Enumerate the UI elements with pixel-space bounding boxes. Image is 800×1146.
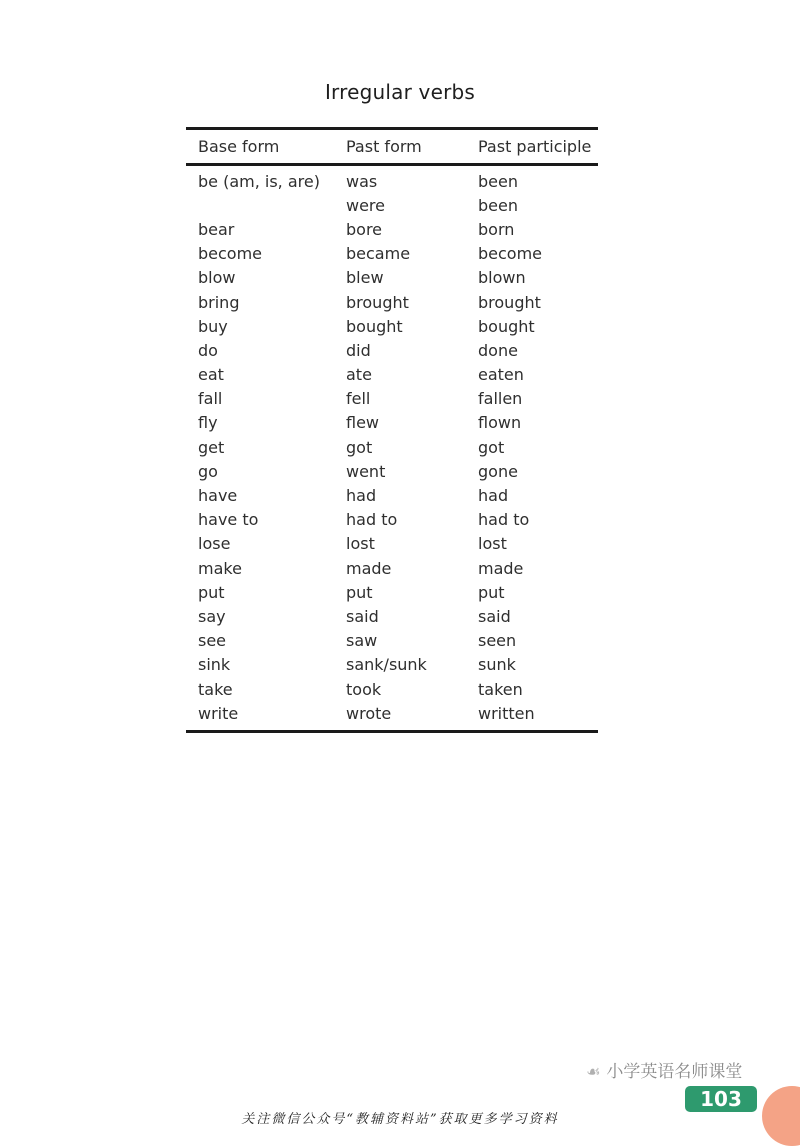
table-row bbox=[186, 556, 598, 580]
cell-past-form: got bbox=[346, 437, 373, 457]
cell-past-participle: written bbox=[478, 703, 535, 723]
cell-past-participle: blown bbox=[478, 268, 526, 288]
table-row bbox=[186, 387, 598, 411]
table-body bbox=[186, 166, 598, 725]
cell-base-form: be (am, is, are) bbox=[198, 171, 320, 191]
cell-past-participle: got bbox=[478, 437, 505, 457]
table-row bbox=[186, 411, 598, 435]
cell-base-form: go bbox=[198, 461, 218, 481]
cell-past-participle: sunk bbox=[478, 655, 516, 675]
cell-base-form: write bbox=[198, 703, 239, 723]
table-row bbox=[186, 459, 598, 483]
table-row bbox=[186, 580, 598, 604]
cell-past-form: had to bbox=[346, 510, 398, 530]
table-row bbox=[186, 604, 598, 628]
cell-past-form: sank/sunk bbox=[346, 655, 427, 675]
irregular-verbs-table bbox=[186, 127, 598, 733]
cell-base-form: see bbox=[198, 631, 227, 651]
cell-past-form: bought bbox=[346, 316, 403, 336]
cell-base-form: say bbox=[198, 606, 226, 626]
cell-past-form: were bbox=[346, 195, 385, 215]
page-number-badge: 103 bbox=[685, 1086, 757, 1112]
cell-past-participle: bought bbox=[478, 316, 535, 336]
cell-base-form: have to bbox=[198, 510, 259, 530]
cell-base-form: blow bbox=[198, 268, 236, 288]
cell-past-form: did bbox=[346, 340, 371, 360]
cell-past-participle: become bbox=[478, 244, 543, 264]
cell-past-participle: said bbox=[478, 606, 511, 626]
table-row bbox=[186, 677, 598, 701]
table-row bbox=[186, 338, 598, 362]
table-row bbox=[186, 483, 598, 507]
header-base-form: Base form bbox=[198, 137, 280, 156]
cell-past-form: bore bbox=[346, 219, 383, 239]
table-row bbox=[186, 242, 598, 266]
table-header-row bbox=[186, 130, 598, 163]
cell-base-form: fly bbox=[198, 413, 218, 433]
cell-past-participle: taken bbox=[478, 679, 523, 699]
cell-past-participle: fallen bbox=[478, 389, 523, 409]
cell-base-form: make bbox=[198, 558, 242, 578]
cell-past-participle: flown bbox=[478, 413, 522, 433]
cell-base-form: put bbox=[198, 582, 225, 602]
cell-past-form: flew bbox=[346, 413, 380, 433]
cell-past-participle: put bbox=[478, 582, 505, 602]
cell-past-form: blew bbox=[346, 268, 384, 288]
cell-past-form: saw bbox=[346, 631, 378, 651]
table-row bbox=[186, 217, 598, 241]
table-row bbox=[186, 193, 598, 217]
table-row bbox=[186, 290, 598, 314]
cell-base-form: have bbox=[198, 486, 238, 506]
cell-base-form: bring bbox=[198, 292, 240, 312]
cell-past-form: went bbox=[346, 461, 386, 481]
cell-base-form: fall bbox=[198, 389, 223, 409]
table-bottom-rule bbox=[186, 730, 598, 733]
cell-past-form: had bbox=[346, 486, 377, 506]
cell-past-participle: had bbox=[478, 486, 509, 506]
table-row bbox=[186, 653, 598, 677]
footer-note: 关注微信公众号“教辅资料站”获取更多学习资料 bbox=[241, 1112, 559, 1127]
cell-past-participle: made bbox=[478, 558, 524, 578]
cell-base-form: buy bbox=[198, 316, 228, 336]
cell-past-participle: lost bbox=[478, 534, 507, 554]
cell-past-form: took bbox=[346, 679, 382, 699]
cell-past-form: ate bbox=[346, 365, 372, 385]
cell-past-form: made bbox=[346, 558, 392, 578]
watermark bbox=[586, 1057, 742, 1082]
cell-past-form: wrote bbox=[346, 703, 392, 723]
table-row bbox=[186, 314, 598, 338]
cell-past-form: fell bbox=[346, 389, 371, 409]
cell-past-participle: gone bbox=[478, 461, 518, 481]
cell-base-form: eat bbox=[198, 365, 224, 385]
table-row bbox=[186, 266, 598, 290]
cell-past-participle: born bbox=[478, 219, 515, 239]
cell-base-form: become bbox=[198, 244, 263, 264]
table-row bbox=[186, 169, 598, 193]
table-row bbox=[186, 629, 598, 653]
table-row bbox=[186, 363, 598, 387]
watermark-text: 小学英语名师课堂 bbox=[606, 1062, 743, 1082]
cell-past-participle: brought bbox=[478, 292, 541, 312]
cell-base-form: take bbox=[198, 679, 233, 699]
cell-base-form: lose bbox=[198, 534, 231, 554]
table-row bbox=[186, 532, 598, 556]
cell-past-participle: eaten bbox=[478, 365, 524, 385]
header-past-participle: Past participle bbox=[478, 137, 592, 156]
cell-base-form: sink bbox=[198, 655, 231, 675]
cell-past-participle: seen bbox=[478, 631, 517, 651]
table-row bbox=[186, 701, 598, 725]
cell-past-form: was bbox=[346, 171, 378, 191]
table-row bbox=[186, 508, 598, 532]
header-past-form: Past form bbox=[346, 137, 422, 156]
table-row bbox=[186, 435, 598, 459]
cell-past-form: lost bbox=[346, 534, 375, 554]
wechat-icon: ☙ bbox=[586, 1062, 601, 1081]
cell-base-form: get bbox=[198, 437, 225, 457]
cell-past-form: became bbox=[346, 244, 411, 264]
cell-past-form: brought bbox=[346, 292, 409, 312]
cell-base-form: bear bbox=[198, 219, 235, 239]
cell-past-participle: been bbox=[478, 195, 518, 215]
cell-past-form: put bbox=[346, 582, 373, 602]
cell-past-form: said bbox=[346, 606, 379, 626]
cell-past-participle: had to bbox=[478, 510, 530, 530]
cell-past-participle: been bbox=[478, 171, 518, 191]
cell-past-participle: done bbox=[478, 340, 518, 360]
cell-base-form: do bbox=[198, 340, 218, 360]
page-title: Irregular verbs bbox=[324, 80, 476, 104]
